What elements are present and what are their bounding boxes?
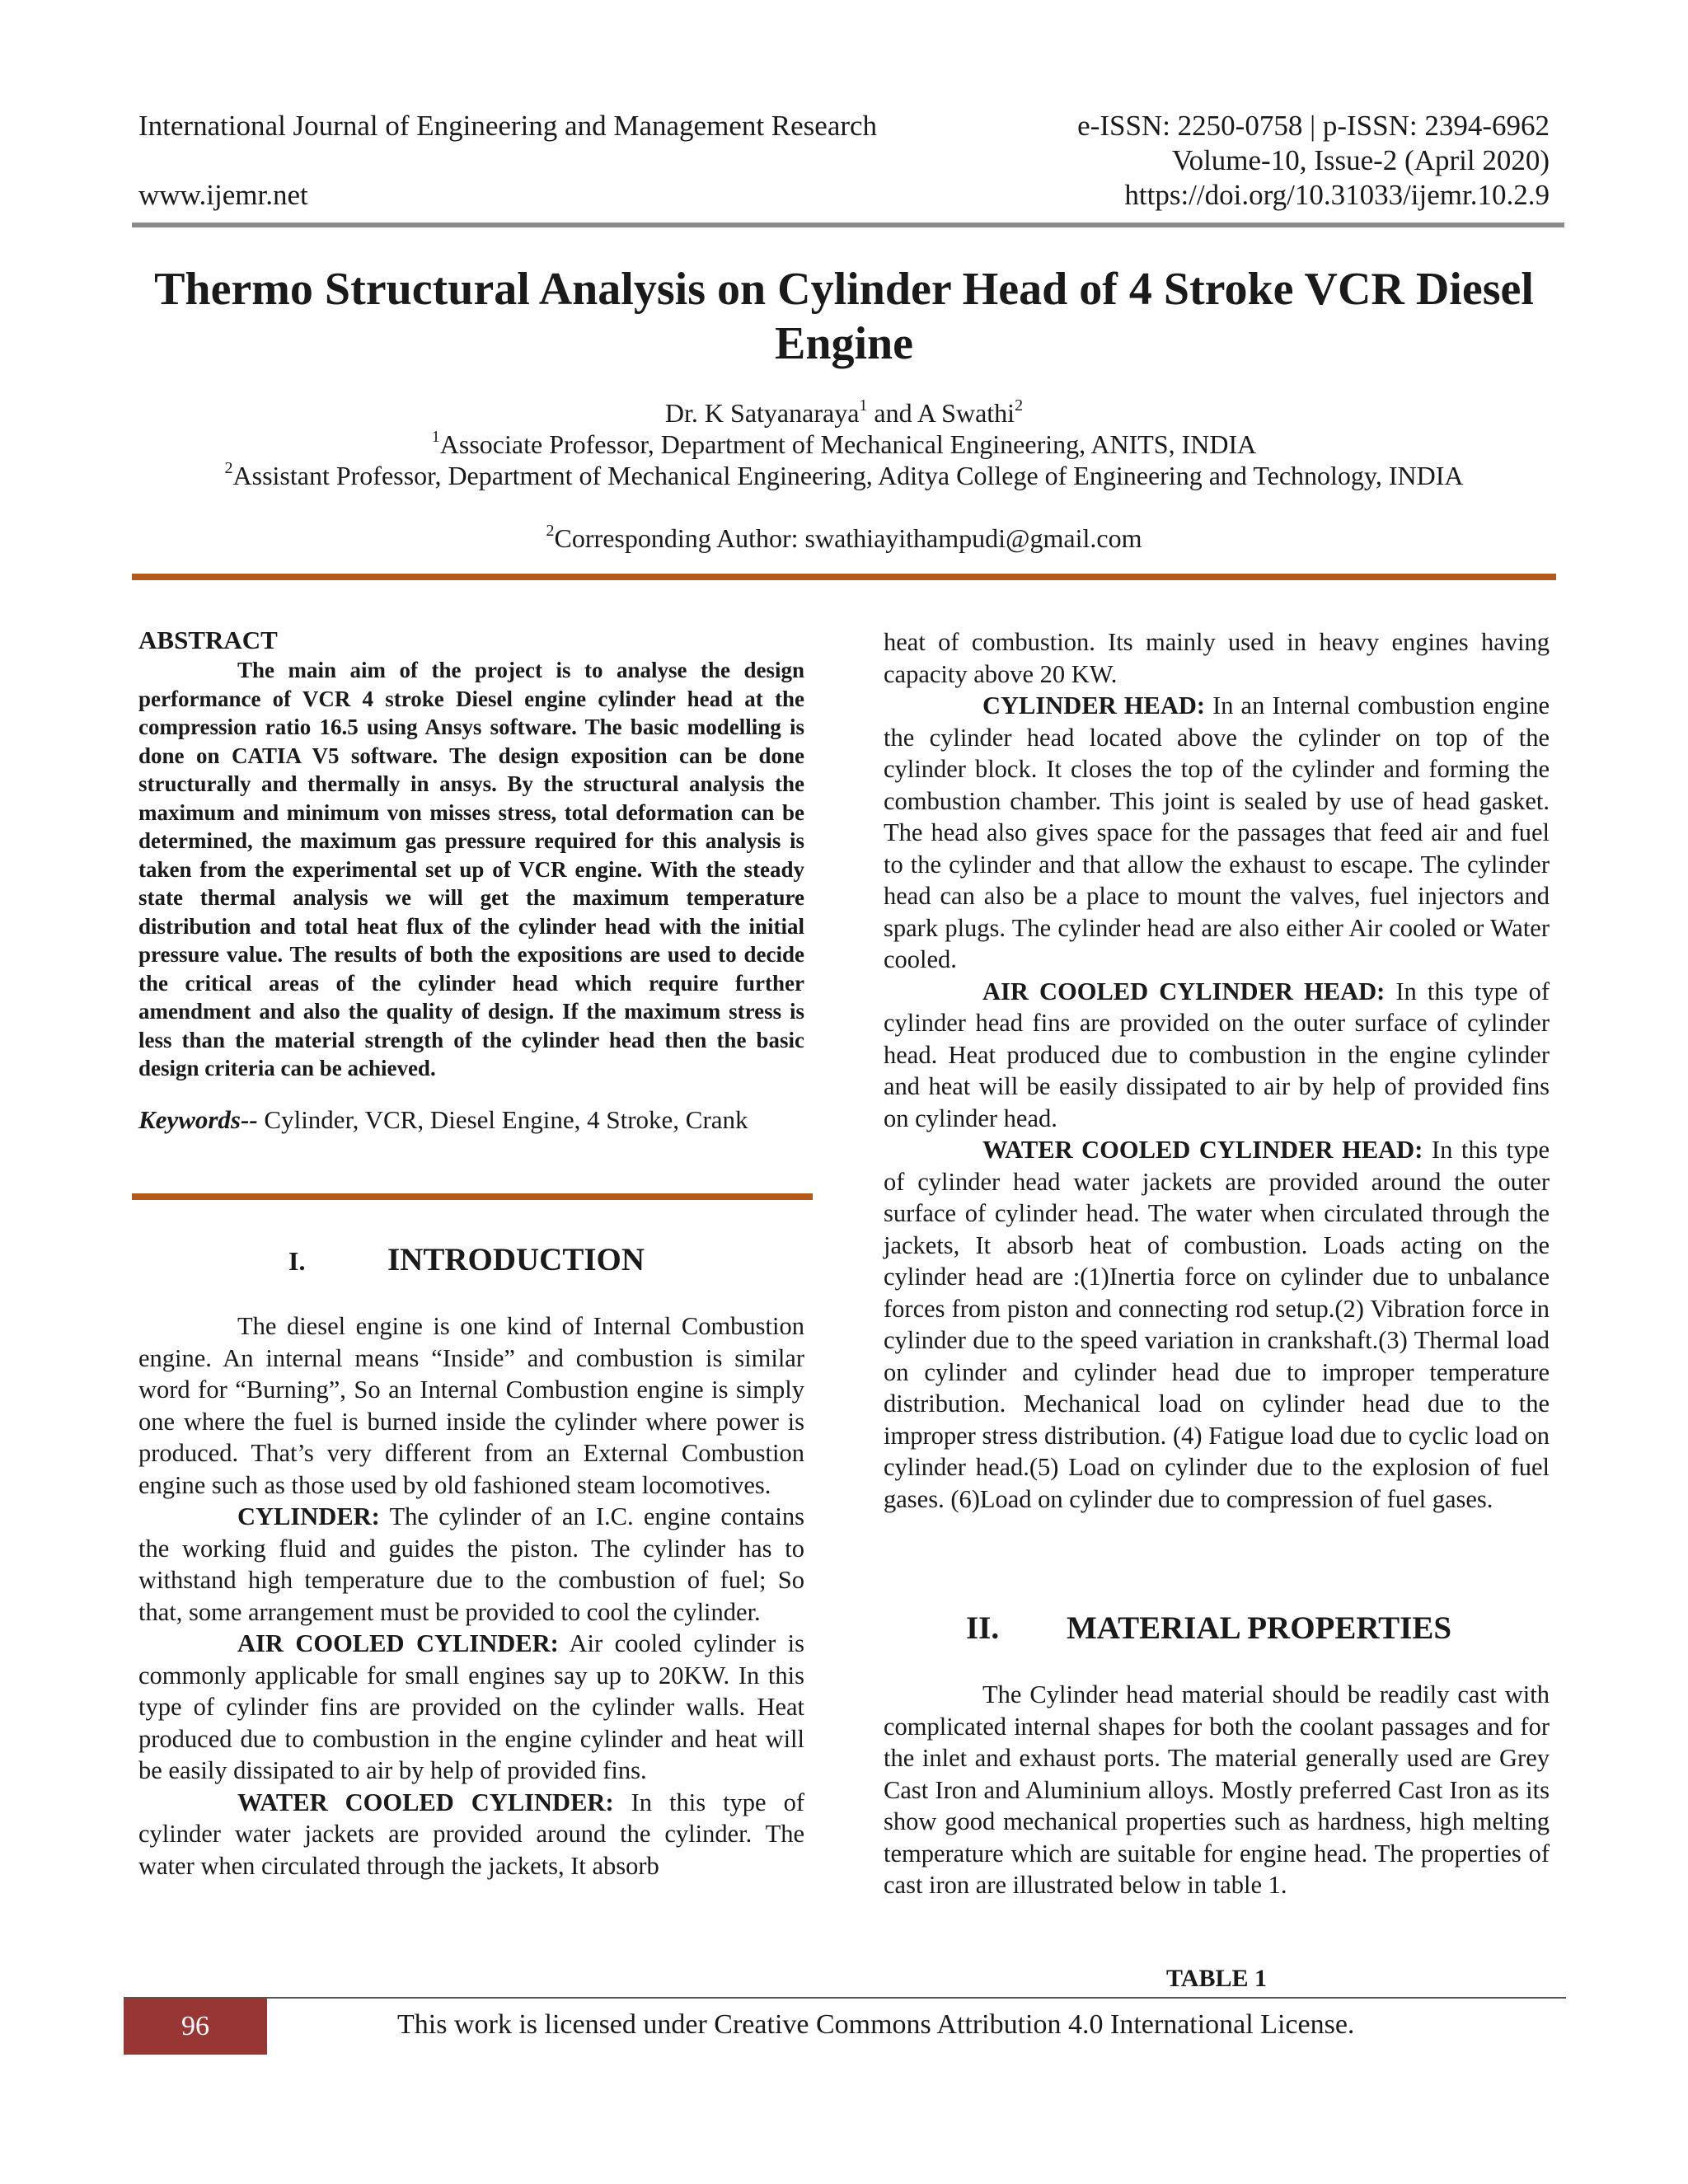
author-1: Dr. K Satyanaraya (664, 398, 860, 428)
intro-paragraph: The diesel engine is one kind of Internal Combustion engine. An internal means “Inside” and combustion is similar word for “Burning”, So an Internal Combustion engine is simply one where the fuel is burned inside the cylinder where power is produced. That’s very different from an External Combustion engine such as those used by old fashioned steam locomotives. (138, 1312, 804, 1499)
air-cooled-paragraph (138, 1628, 804, 1787)
affiliation-2 (0, 460, 1688, 491)
author-line (0, 397, 1688, 429)
affiliation-1-text: Associate Professor, Department of Mechanical Engineering, ANITS, INDIA (439, 429, 1257, 459)
corresponding-mark: 2 (546, 522, 555, 541)
section-2-heading (966, 1610, 1451, 1647)
air-cooled-text: Air cooled cylinder is commonly applicable for small engines say up to 20KW. In this type of cylinder fins are provided on the cylinder walls. Heat produced due to combustion in the engine cylinder and heat will be easily dissipated to air by help of provided fins. (138, 1629, 805, 1784)
page-number: 96 (124, 1999, 267, 2055)
journal-name: International Journal of Engineering and Management Research (138, 110, 878, 142)
header-divider (132, 223, 1564, 227)
author-2-affil-mark: 2 (1015, 396, 1024, 415)
keywords-label: Keywords-- (138, 1104, 258, 1134)
doi-link[interactable]: https://doi.org/10.31033/ijemr.10.2.9 (1124, 179, 1550, 211)
table-caption: TABLE 1 (1166, 1965, 1267, 1992)
section-1-number: I. (288, 1246, 306, 1276)
cylinder-head-text: In an Internal combustion engine the cylinder head located above the cylinder on top of the cylinder block. It closes the top of the cylinder and forming the combustion chamber. This joint is sealed by use of head gasket. The head also gives space for the passages that feed air and fuel to the cylinder and that allow the exhaust to escape. The cylinder head can also be a place to mount the valves, fuel injectors and spark plugs. The cylinder head are also either Air cooled or Water cooled. (884, 691, 1550, 973)
continued-paragraph: heat of combustion. Its mainly used in heavy engines having capacity above 20 KW. (884, 628, 1550, 688)
right-column (884, 626, 1550, 1515)
water-cooled-label: WATER COOLED CYLINDER: (237, 1788, 614, 1816)
issn-line: e-ISSN: 2250-0758 | p-ISSN: 2394-6962 (1077, 110, 1550, 142)
section-2-number: II. (966, 1610, 1000, 1646)
abstract-heading: ABSTRACT (138, 626, 278, 654)
materials-paragraph: The Cylinder head material should be readily cast with complicated internal shapes for both the coolant passages and for the inlet and exhaust ports. The material generally used are Grey Cast Iron and Aluminium alloys. Mostly preferred Cast Iron as its show good mechanical properties such as hardness, high melting temperature which are suitable for engine head. The properties of cast iron are illustrated below in table 1. (884, 1680, 1550, 1899)
water-cooled-paragraph (138, 1787, 804, 1882)
abstract-text: The main aim of the project is to analyse the design performance of VCR 4 stroke Diesel engine cylinder head at the compression ratio 16.5 using Ansys software. The basic modelling is done on CATIA V5 software. The design exposition can be done structurally and thermally in ansys. By the structural analysis the maximum and minimum von misses stress, total deformation can be determined, the maximum gas pressure required for this analysis is taken from the experimental set up of VCR engine. With the steady state thermal analysis we will get the maximum temperature distribution and total heat flux of the cylinder head with the initial pressure value. The results of both the expositions are used to decide the critical areas of the cylinder head which require further amendment and also the quality of design. If the maximum stress is less than the material strength of the cylinder head then the basic design criteria can be achieved. (138, 658, 804, 1080)
water-cooled-text: In this type of cylinder water jackets are provided around the cylinder. The water when circulated through the jackets, It absorb (138, 1788, 804, 1880)
affiliation-2-mark: 2 (224, 459, 233, 478)
author-2: and A Swathi (867, 398, 1015, 428)
title-divider (132, 574, 1556, 580)
paper-title: Thermo Structural Analysis on Cylinder Head of 4 Stroke VCR Diesel Engine (154, 264, 1534, 369)
air-cooled-label: AIR COOLED CYLINDER: (237, 1629, 559, 1657)
keywords-text: Cylinder, VCR, Diesel Engine, 4 Stroke, Crank (257, 1104, 748, 1134)
affiliation-1-mark: 1 (431, 428, 440, 447)
keywords-line (138, 1104, 804, 1136)
introduction-body (138, 1310, 804, 1882)
affiliation-1 (0, 429, 1688, 460)
air-cooled-head-text: In this type of cylinder head fins are provided on the outer surface of cylinder head. Heat produced due to combustion in the engine cylinder and heat will be easily dissipated to air by help of provided fins on cylinder head. (884, 977, 1550, 1132)
affiliation-2-text: Assistant Professor, Department of Mechanical Engineering, Aditya College of Engineering and Technology, INDIA (232, 461, 1464, 490)
cylinder-text: The cylinder of an I.C. engine contains the working fluid and guides the piston. The cylinder has to withstand high temperature due to the combustion of fuel; So that, some arrangement must be provided to cool the cylinder. (138, 1502, 804, 1626)
materials-body (884, 1679, 1550, 1901)
keywords-divider (132, 1193, 813, 1200)
corresponding-text: Corresponding Author: swathiayithampudi@gmail.com (554, 523, 1142, 553)
section-1-heading (288, 1241, 645, 1280)
section-1-title: INTRODUCTION (387, 1242, 645, 1277)
author-1-affil-mark: 1 (859, 396, 868, 415)
air-cooled-head-paragraph (884, 976, 1550, 1135)
water-cooled-head-label: WATER COOLED CYLINDER HEAD: (982, 1136, 1423, 1164)
section-2-title: MATERIAL PROPERTIES (1067, 1610, 1452, 1646)
left-column (138, 625, 804, 1136)
cylinder-paragraph (138, 1501, 804, 1628)
journal-website[interactable]: www.ijemr.net (138, 179, 308, 211)
water-cooled-head-text: In this type of cylinder head water jackets are provided around the outer surface of cylinder head. The water when circulated through the jackets, It absorb heat of combustion. Loads acting on the cylinder head are :(1)Inertia force on cylinder due to unbalance forces from piston and connecting rod setup.(2) Vibration force in cylinder due to the speed variation in crankshaft.(3) Thermal load on cylinder and cylinder head due to improper temperature distribution. Mechanical load on cylinder head due to the improper stress distribution. (4) Fatigue load due to cyclic load on cylinder head.(5) Load on cylinder due to the explosion of fuel gases. (6)Load on cylinder due to compression of fuel gases. (884, 1136, 1550, 1513)
water-cooled-head-paragraph (884, 1134, 1550, 1515)
corresponding-author (0, 523, 1688, 554)
air-cooled-head-label: AIR COOLED CYLINDER HEAD: (982, 977, 1386, 1005)
volume-issue: Volume-10, Issue-2 (April 2020) (1171, 144, 1550, 176)
license-notice: This work is licensed under Creative Commons Attribution 4.0 International License. (397, 2009, 1355, 2040)
cylinder-head-label: CYLINDER HEAD: (982, 691, 1206, 719)
footer-divider (124, 1997, 1566, 1999)
cylinder-head-paragraph (884, 690, 1550, 976)
cylinder-label: CYLINDER: (237, 1502, 380, 1530)
